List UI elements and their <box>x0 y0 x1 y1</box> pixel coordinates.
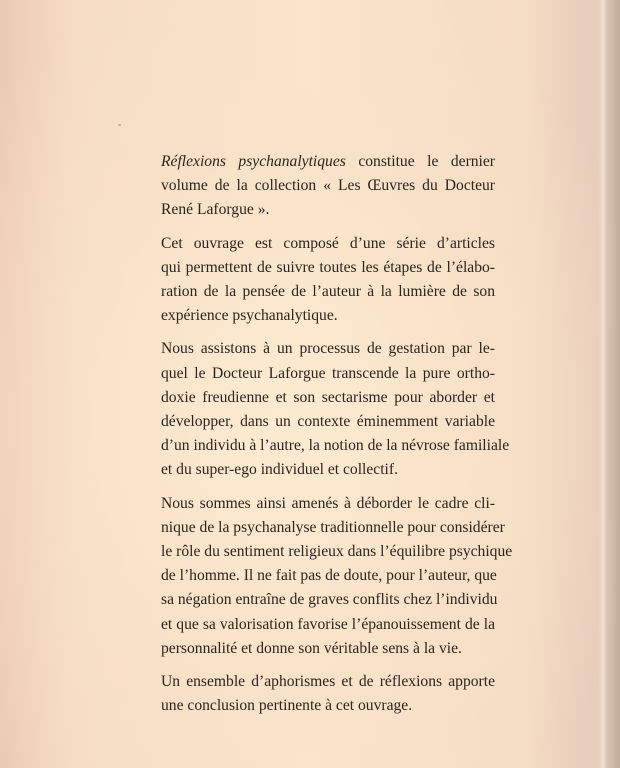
text-line: qui permettent de suivre toutes les étapes de l’élabo- <box>161 258 495 276</box>
text-line: doxie freudienne et son sectarisme pour aborder et <box>161 388 495 406</box>
text-line: quel le Docteur Laforgue transcende la pure ortho- <box>161 364 495 382</box>
text-line: nique de la psychanalyse traditionnelle pour considérer <box>161 518 505 536</box>
text-span: constitue le dernier <box>345 153 496 170</box>
text-line: Un ensemble d’aphorismes et de réflexions apporte <box>161 673 495 691</box>
paragraph-4 <box>161 492 513 661</box>
text-line: Nous sommes ainsi amenés à déborder le cadre cli- <box>161 494 495 512</box>
text-line: ration de la pensée de l’auteur à la lumière de son <box>161 283 495 301</box>
text-line: volume de la collection « Les Œuvres du Docteur <box>161 177 495 195</box>
text-line: une conclusion pertinente à cet ouvrage. <box>161 697 413 715</box>
paragraph-5 <box>161 670 495 718</box>
text-line: personnalité et donne son véritable sens à la vie. <box>161 639 462 657</box>
text-line: René Laforgue ». <box>161 201 270 219</box>
text-line: sa négation entraîne de graves conflits chez l’individu <box>161 591 498 609</box>
paper-speck <box>118 124 121 126</box>
text-line: développer, dans un contexte éminemment variable <box>161 413 495 431</box>
text-line: le rôle du sentiment religieux dans l’équilibre psychique <box>161 543 513 561</box>
book-title: Réflexions psychanalytiques <box>161 153 346 170</box>
text-line: Nous assistons à un processus de gestation par le- <box>161 340 495 358</box>
text-line: expérience psychanalytique. <box>161 307 338 325</box>
text-line: et que sa valorisation favorise l’épanouissement de la <box>161 615 495 633</box>
paragraph-2 <box>161 232 495 329</box>
blurb-text <box>161 150 513 727</box>
paragraph-1 <box>161 150 495 223</box>
text-line: de l’homme. Il ne fait pas de doute, pour l’auteur, que <box>161 567 497 585</box>
book-spine-edge <box>596 0 620 768</box>
text-line: Cet ouvrage est composé d’une série d’articles <box>161 234 495 252</box>
paragraph-3 <box>161 337 510 482</box>
text-line: et du super-ego individuel et collectif. <box>161 461 398 479</box>
text-line <box>161 150 495 174</box>
text-line: d’un individu à l’autre, la notion de la névrose familiale <box>161 437 510 455</box>
